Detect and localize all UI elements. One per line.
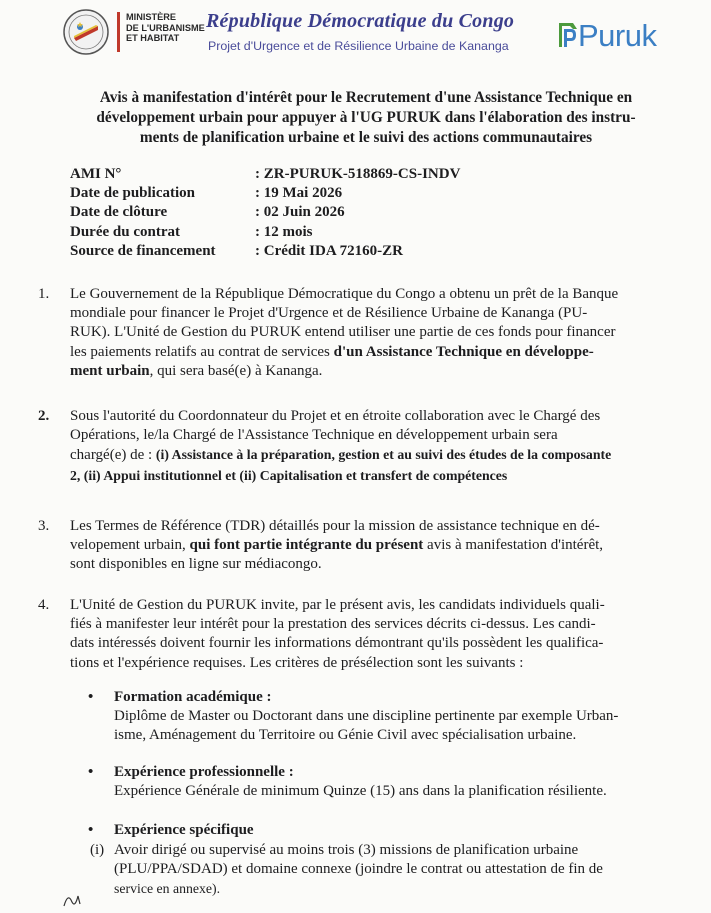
- text-run: avis à manifestation d'intérêt,: [423, 537, 604, 554]
- bullet-dot: •: [88, 764, 94, 780]
- specific-item-1: [90, 841, 690, 899]
- paragraph-line: Sous l'autorité du Coordonnateur du Projet et en étroite collaboration avec le Chargé des: [70, 408, 601, 424]
- paragraph-line: [70, 362, 678, 381]
- puruk-logo-text: Puruk: [578, 18, 657, 53]
- paragraph-line: 2, (ii) Appui institutionnel et (ii) Capitalisation et transfert de compétences: [70, 467, 508, 483]
- info-value: : 12 mois: [255, 223, 313, 240]
- item-line: service en annexe).: [114, 881, 221, 897]
- paragraph-3: [38, 517, 678, 575]
- info-value: : Crédit IDA 72160-ZR: [255, 242, 403, 259]
- bold-run: d'un Assistance Technique en développe-: [333, 343, 594, 360]
- paragraph-line: Les Termes de Référence (TDR) détaillés pour la mission de assistance technique en dé-: [70, 518, 600, 534]
- text-run: chargé(e) de :: [70, 447, 156, 464]
- ministry-line: ET HABITAT: [126, 33, 180, 43]
- bold-run: qui font partie intégrante du présent: [189, 537, 424, 554]
- criterion-heading: Expérience professionnelle :: [114, 764, 294, 780]
- paragraph-line: Le Gouvernement de la République Démocratique du Congo a obtenu un prêt de la Banque: [70, 286, 619, 302]
- title-line: ments de planification urbaine et le suivi des actions communautaires: [139, 129, 593, 146]
- title-line: développement urbain pour appuyer à l'UG PURUK dans l'élaboration des instru-: [96, 109, 636, 126]
- info-label: Date de publication: [70, 185, 196, 202]
- info-value: : ZR-PURUK-518869-CS-INDV: [255, 166, 461, 182]
- ministry-line: MINISTÈRE: [126, 12, 177, 22]
- item-line: (PLU/PPA/SDAD) et domaine connexe (joindre le contrat ou attestation de fin de: [114, 861, 603, 878]
- paragraph-number: 2.: [38, 408, 50, 424]
- info-value: : 02 Juin 2026: [255, 204, 345, 221]
- criterion-professional: [88, 763, 688, 801]
- bold-run: ment urbain: [70, 362, 150, 379]
- info-label: Durée du contrat: [70, 223, 180, 240]
- puruk-logo-icon: [553, 19, 579, 51]
- info-label: Source de financement: [70, 242, 216, 259]
- ministry-line: DE L'URBANISME: [126, 22, 205, 33]
- bullet-dot: •: [88, 822, 94, 838]
- bullet-dot: •: [88, 689, 94, 705]
- initials-mark: [60, 888, 90, 908]
- paragraph-line: [70, 343, 678, 362]
- paragraph-number: 4.: [38, 597, 50, 613]
- notice-title: [66, 88, 666, 148]
- item-number: (i): [90, 842, 105, 858]
- text-run: , qui sera basé(e) à Kananga.: [149, 362, 323, 379]
- paragraph-line: [70, 536, 678, 555]
- paragraph-1: [38, 285, 678, 381]
- paragraph-line: L'Unité de Gestion du PURUK invite, par le présent avis, les candidats individuels quali-: [70, 597, 605, 613]
- ministry-name: [126, 12, 205, 44]
- text-run: velopement urbain,: [70, 537, 190, 554]
- criterion-specific: [88, 821, 688, 840]
- paragraph-line: Opérations, le/la Chargé de l'Assistance Technique en développement urbain sera: [70, 427, 558, 444]
- criterion-line: Expérience Générale de minimum Quinze (15) ans dans la planification résiliente.: [114, 783, 607, 800]
- item-line: Avoir dirigé ou supervisé au moins trois (3) missions de planification urbaine: [114, 842, 579, 858]
- paragraph-4: [38, 596, 678, 673]
- criterion-line: isme, Aménagement du Territoire ou Génie Civil avec spécialisation urbaine.: [114, 727, 577, 744]
- criterion-heading: Expérience spécifique: [114, 822, 254, 838]
- paragraph-line: mondiale pour financer le Projet d'Urgence et de Résilience Urbaine de Kananga (PU-: [70, 305, 588, 322]
- paragraph-2: [38, 407, 678, 485]
- paragraph-line: fiés à manifester leur intérêt pour la prestation des services décrits ci-dessus. Les candi-: [70, 616, 596, 633]
- info-label: AMI N°: [70, 166, 122, 182]
- paragraph-line: tions et l'expérience requises. Les critères de présélection sont les suivants :: [70, 654, 524, 671]
- paragraph-line: RUK). L'Unité de Gestion du PURUK entend utiliser une partie de ces fonds pour financer: [70, 324, 616, 341]
- criterion-line: Diplôme de Master ou Doctorant dans une discipline pertinente par exemple Urban-: [114, 708, 619, 725]
- criterion-academic: [88, 688, 688, 746]
- criterion-heading: Formation académique :: [114, 689, 272, 705]
- text-run: les paiements relatifs au contrat de services: [70, 343, 334, 360]
- paragraph-line: sont disponibles en ligne sur médiacongo.: [70, 556, 322, 573]
- ministry-seal-icon: [62, 8, 110, 56]
- paragraph-line: [70, 445, 678, 465]
- info-label: Date de clôture: [70, 204, 168, 221]
- info-value: : 19 Mai 2026: [255, 185, 343, 202]
- paragraph-number: 3.: [38, 518, 50, 534]
- republic-title: République Démocratique du Congo: [206, 10, 515, 32]
- flag-bar: [117, 12, 120, 52]
- title-line: Avis à manifestation d'intérêt pour le Recrutement d'une Assistance Technique en: [99, 89, 633, 106]
- paragraph-line: dats intéressés doivent fournir les informations démontrant qu'ils possèdent les qualifica-: [70, 635, 604, 652]
- paragraph-number: 1.: [38, 286, 50, 302]
- project-subtitle: Projet d'Urgence et de Résilience Urbaine de Kananga: [208, 39, 509, 53]
- bold-run: (i) Assistance à la préparation, gestion et au suivi des études de la composante: [155, 447, 612, 463]
